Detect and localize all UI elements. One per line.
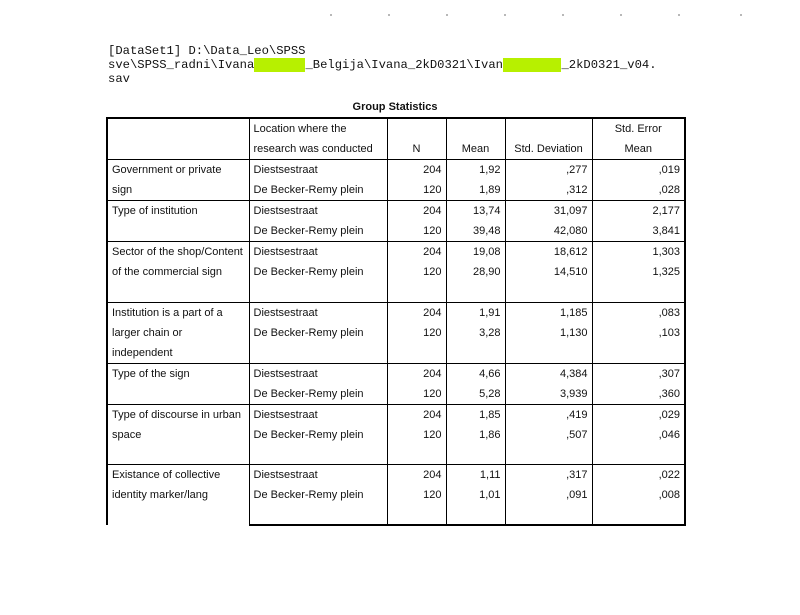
std-deviation-cell: ,419 bbox=[505, 404, 592, 425]
location-cell: De Becker-Remy plein bbox=[249, 323, 387, 363]
header-blank bbox=[107, 118, 249, 139]
group-label: Type of the sign bbox=[107, 363, 249, 404]
std-deviation-cell: 4,384 bbox=[505, 363, 592, 384]
dataset-path-header bbox=[108, 44, 657, 86]
group-label: Type of discourse in urban space bbox=[107, 404, 249, 465]
mean-cell: 1,86 bbox=[446, 425, 505, 465]
location-cell: De Becker-Remy plein bbox=[249, 262, 387, 302]
mean-cell: 1,85 bbox=[446, 404, 505, 425]
mean-cell: 13,74 bbox=[446, 201, 505, 222]
group-label: Government or private sign bbox=[107, 160, 249, 201]
std-deviation-cell: 1,130 bbox=[505, 323, 592, 363]
dataset-path-line2c: _2kD0321_v04. bbox=[561, 58, 657, 72]
mean-cell: 3,28 bbox=[446, 323, 505, 363]
table-row bbox=[107, 302, 685, 323]
group-label: Type of institution bbox=[107, 201, 249, 242]
mean-cell: 28,90 bbox=[446, 262, 505, 302]
n-cell: 120 bbox=[387, 221, 446, 242]
dataset-path-line1: [DataSet1] D:\Data_Leo\SPSS bbox=[108, 44, 306, 58]
n-cell: 204 bbox=[387, 201, 446, 222]
n-cell: 120 bbox=[387, 425, 446, 465]
mean-cell: 5,28 bbox=[446, 384, 505, 405]
n-cell: 120 bbox=[387, 485, 446, 525]
header-location-line1: Location where the bbox=[249, 118, 387, 139]
std-deviation-cell: ,091 bbox=[505, 485, 592, 525]
std-deviation-cell: 18,612 bbox=[505, 242, 592, 263]
location-cell: Diestsestraat bbox=[249, 160, 387, 181]
table-row bbox=[107, 242, 685, 263]
mean-cell: 1,92 bbox=[446, 160, 505, 181]
std-error-mean-cell: ,103 bbox=[592, 323, 685, 363]
std-error-mean-cell: ,083 bbox=[592, 302, 685, 323]
std-error-mean-cell: 1,303 bbox=[592, 242, 685, 263]
n-cell: 204 bbox=[387, 160, 446, 181]
n-cell: 120 bbox=[387, 384, 446, 405]
mean-cell: 1,11 bbox=[446, 465, 505, 486]
location-cell: De Becker-Remy plein bbox=[249, 180, 387, 201]
table-row bbox=[107, 160, 685, 181]
std-error-mean-cell: ,022 bbox=[592, 465, 685, 486]
dataset-path-line3: sav bbox=[108, 72, 130, 86]
mean-cell: 1,01 bbox=[446, 485, 505, 525]
location-cell: De Becker-Remy plein bbox=[249, 384, 387, 405]
mean-cell: 39,48 bbox=[446, 221, 505, 242]
dataset-path-line2b: _Belgija\Ivana_2kD0321\Ivan bbox=[305, 58, 503, 72]
redaction-highlight bbox=[503, 58, 562, 72]
table-row bbox=[107, 363, 685, 384]
group-label: Institution is a part of a larger chain or independent bbox=[107, 302, 249, 363]
std-error-mean-cell: 3,841 bbox=[592, 221, 685, 242]
std-deviation-cell: ,317 bbox=[505, 465, 592, 486]
group-statistics-table bbox=[106, 117, 686, 526]
n-cell: 120 bbox=[387, 262, 446, 302]
table-row bbox=[107, 201, 685, 222]
table-row bbox=[107, 404, 685, 425]
std-deviation-cell: ,507 bbox=[505, 425, 592, 465]
std-deviation-cell: 31,097 bbox=[505, 201, 592, 222]
n-cell: 204 bbox=[387, 302, 446, 323]
mean-cell: 1,91 bbox=[446, 302, 505, 323]
location-cell: Diestsestraat bbox=[249, 404, 387, 425]
header-sem-line2: Mean bbox=[592, 139, 685, 160]
table-row bbox=[107, 465, 685, 486]
n-cell: 204 bbox=[387, 404, 446, 425]
header-sem-line1: Std. Error bbox=[592, 118, 685, 139]
location-cell: Diestsestraat bbox=[249, 201, 387, 222]
location-cell: Diestsestraat bbox=[249, 363, 387, 384]
std-error-mean-cell: ,008 bbox=[592, 485, 685, 525]
n-cell: 120 bbox=[387, 180, 446, 201]
n-cell: 204 bbox=[387, 465, 446, 486]
std-error-mean-cell: 1,325 bbox=[592, 262, 685, 302]
std-deviation-cell: ,312 bbox=[505, 180, 592, 201]
std-error-mean-cell: ,019 bbox=[592, 160, 685, 181]
location-cell: Diestsestraat bbox=[249, 465, 387, 486]
redaction-highlight bbox=[254, 58, 305, 72]
mean-cell: 19,08 bbox=[446, 242, 505, 263]
header-mean: Mean bbox=[446, 139, 505, 160]
std-error-mean-cell: ,360 bbox=[592, 384, 685, 405]
group-label: Sector of the shop/Content of the commercial sign bbox=[107, 242, 249, 303]
location-cell: De Becker-Remy plein bbox=[249, 425, 387, 465]
header-std-deviation: Std. Deviation bbox=[505, 139, 592, 160]
std-error-mean-cell: ,046 bbox=[592, 425, 685, 465]
std-deviation-cell: 1,185 bbox=[505, 302, 592, 323]
header-n: N bbox=[387, 139, 446, 160]
std-error-mean-cell: ,029 bbox=[592, 404, 685, 425]
std-error-mean-cell: ,028 bbox=[592, 180, 685, 201]
location-cell: Diestsestraat bbox=[249, 302, 387, 323]
std-deviation-cell: 42,080 bbox=[505, 221, 592, 242]
table-title: Group Statistics bbox=[352, 101, 438, 113]
std-error-mean-cell: 2,177 bbox=[592, 201, 685, 222]
n-cell: 204 bbox=[387, 363, 446, 384]
header-location-line2: research was conducted bbox=[249, 139, 387, 160]
mean-cell: 4,66 bbox=[446, 363, 505, 384]
n-cell: 120 bbox=[387, 323, 446, 363]
n-cell: 204 bbox=[387, 242, 446, 263]
std-deviation-cell: ,277 bbox=[505, 160, 592, 181]
dataset-path-line2a: sve\SPSS_radni\Ivana bbox=[108, 58, 255, 72]
group-label: Existance of collective identity marker/lang bbox=[107, 465, 249, 526]
location-cell: Diestsestraat bbox=[249, 242, 387, 263]
location-cell: De Becker-Remy plein bbox=[249, 221, 387, 242]
top-dotted-edge bbox=[330, 14, 750, 20]
location-cell: De Becker-Remy plein bbox=[249, 485, 387, 525]
std-deviation-cell: 3,939 bbox=[505, 384, 592, 405]
std-deviation-cell: 14,510 bbox=[505, 262, 592, 302]
mean-cell: 1,89 bbox=[446, 180, 505, 201]
std-error-mean-cell: ,307 bbox=[592, 363, 685, 384]
